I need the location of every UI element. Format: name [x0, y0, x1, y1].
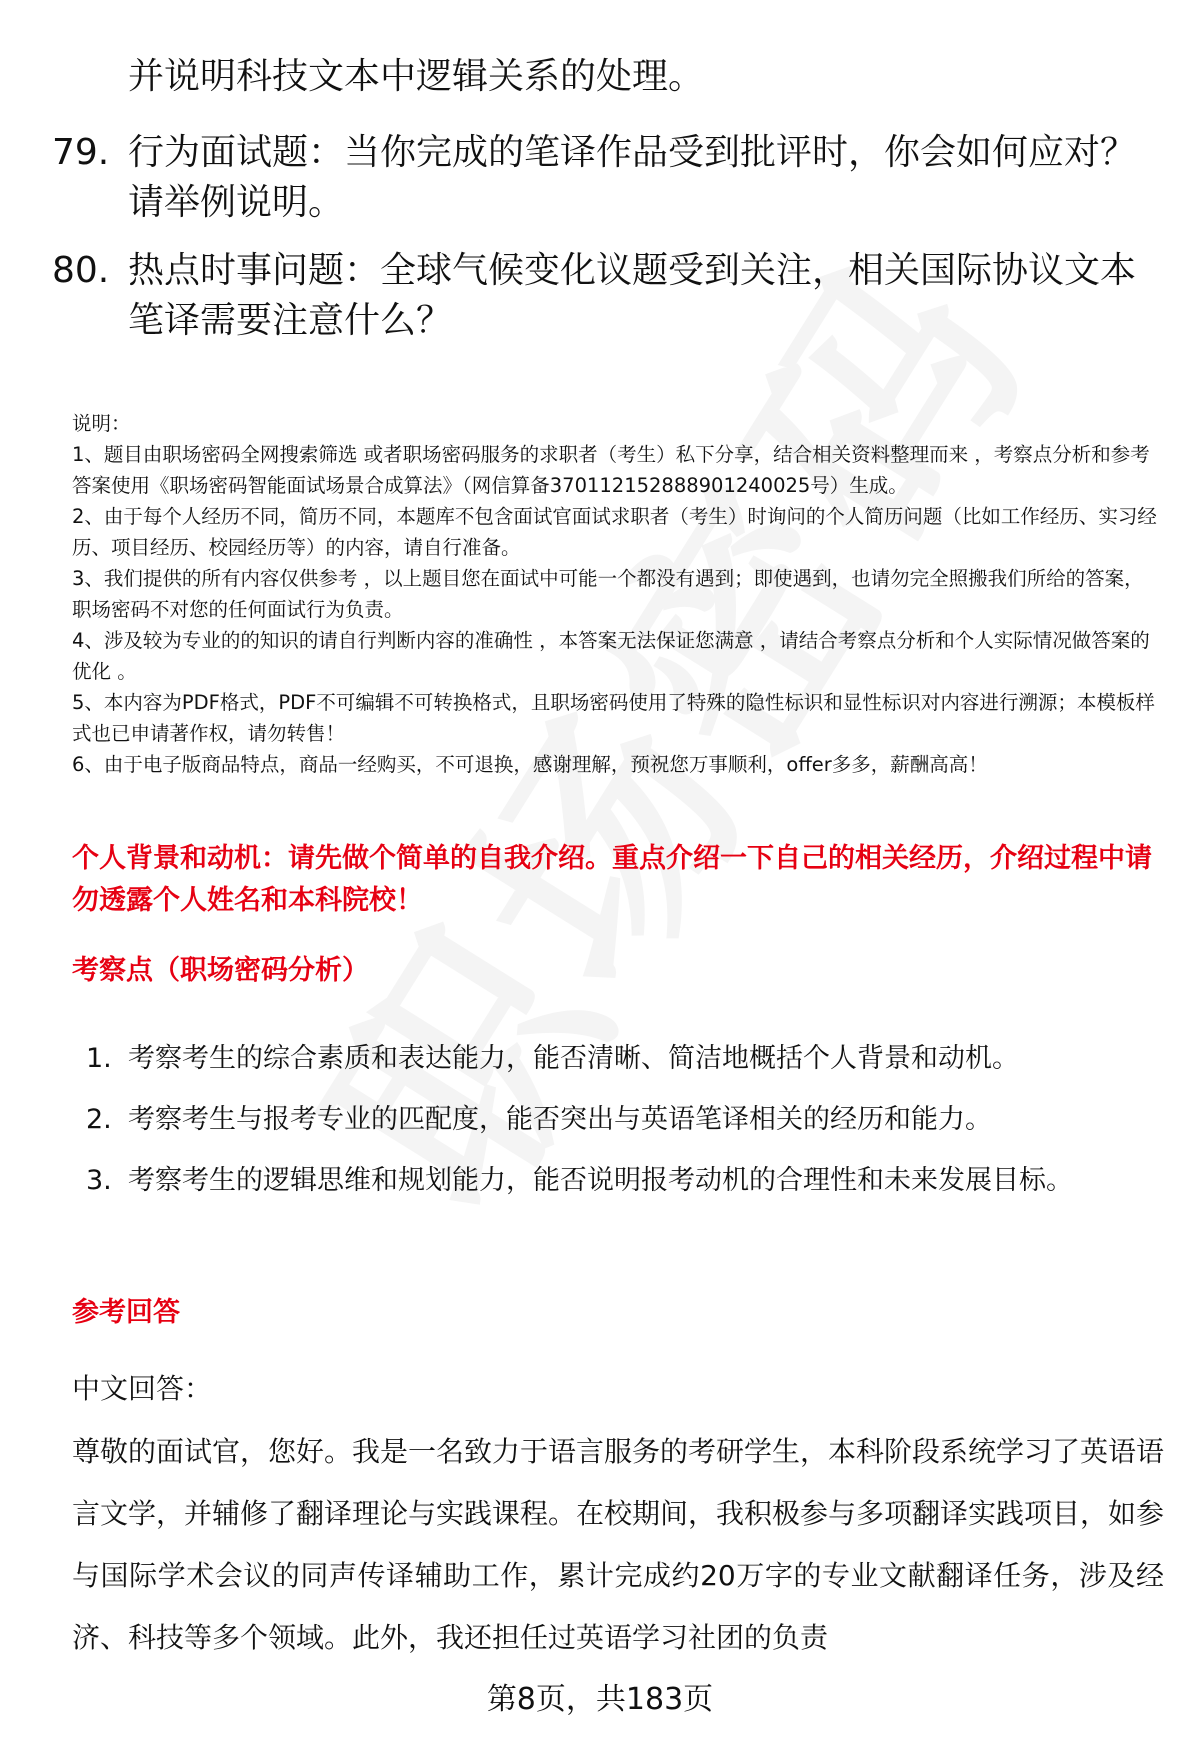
note-item: 2、由于每个人经历不同，简历不同，本题库不包含面试官面试求职者（考生）时询问的个人简历问题（比如工作经历、实习经历、项目经历、校园经历等）的内容，请自行准备。 — [72, 505, 1157, 559]
list-item-text: 考察考生的逻辑思维和规划能力，能否说明报考动机的合理性和未来发展目标。 — [128, 1165, 1073, 1196]
answer-label: 中文回答： — [72, 1372, 213, 1405]
notes-title: 说明： — [72, 412, 131, 435]
answer-body: 尊敬的面试官，您好。我是一名致力于语言服务的考研学生，本科阶段系统学习了英语语言文学，并辅修了翻译理论与实践课程。在校期间，我积极参与多项翻译实践项目，如参与国际学术会议的同声传译辅助工作，累计完成约20万字的专业文献翻译任务，涉及经济、科技等多个领域。此外，我还担任过英语学习社团的负责 — [72, 1435, 1165, 1654]
notes-section — [72, 408, 1162, 780]
question-text: 热点时事问题：全球气候变化议题受到关注，相关国际协议文本笔译需要注意什么？ — [128, 250, 1137, 341]
list-item-text: 考察考生与报考专业的匹配度，能否突出与英语笔译相关的经历和能力。 — [128, 1104, 992, 1135]
list-item-number: 1. — [86, 1043, 112, 1074]
question-80 — [52, 246, 1162, 346]
note-item: 3、我们提供的所有内容仅供参考 ，以上题目您在面试中可能一个都没有遇到；即使遇到，也请勿完全照搬我们所给的答案，职场密码不对您的任何面试行为负责。 — [72, 567, 1144, 621]
page-footer: 第8页，共183页 — [486, 1682, 714, 1717]
list-item-number: 2. — [86, 1104, 112, 1135]
answer-heading: 参考回答 — [72, 1297, 180, 1328]
note-item: 4、涉及较为专业的的知识的请自行判断内容的准确性 ，本答案无法保证您满意 ，请结合考察点分析和个人实际情况做答案的优化 。 — [72, 629, 1150, 683]
list-item — [72, 1150, 1162, 1211]
analysis-heading: 考察点（职场密码分析） — [72, 955, 369, 986]
question-heading: 个人背景和动机：请先做个简单的自我介绍。重点介绍一下自己的相关经历，介绍过程中请勿透露个人姓名和本科院校！ — [72, 843, 1152, 916]
question-text: 行为面试题：当你完成的笔译作品受到批评时，你会如何应对？请举例说明。 — [128, 132, 1137, 223]
list-item-number: 3. — [86, 1165, 112, 1196]
question-79 — [52, 128, 1162, 228]
note-item: 6、由于电子版商品特点，商品一经购买，不可退换，感谢理解，预祝您万事顺利，offer多多，薪酬高高！ — [72, 753, 988, 776]
note-item: 1、题目由职场密码全网搜索筛选 或者职场密码服务的求职者（考生）私下分享，结合相关资料整理而来 ，考察点分析和参考答案使用《职场密码智能面试场景合成算法》（网信算备370112152888901240025号）生成。 — [72, 443, 1150, 497]
question-number: 80. — [52, 250, 110, 291]
analysis-list — [72, 1028, 1162, 1211]
question-continuation: 并说明科技文本中逻辑关系的处理。 — [128, 56, 705, 97]
list-item — [72, 1028, 1162, 1089]
list-item — [72, 1089, 1162, 1150]
question-number: 79. — [52, 132, 110, 173]
note-item: 5、本内容为PDF格式，PDF不可编辑不可转换格式，且职场密码使用了特殊的隐性标识和显性标识对内容进行溯源；本模板样式也已申请著作权，请勿转售！ — [72, 691, 1155, 745]
list-item-text: 考察考生的综合素质和表达能力，能否清晰、简洁地概括个人背景和动机。 — [128, 1043, 1019, 1074]
